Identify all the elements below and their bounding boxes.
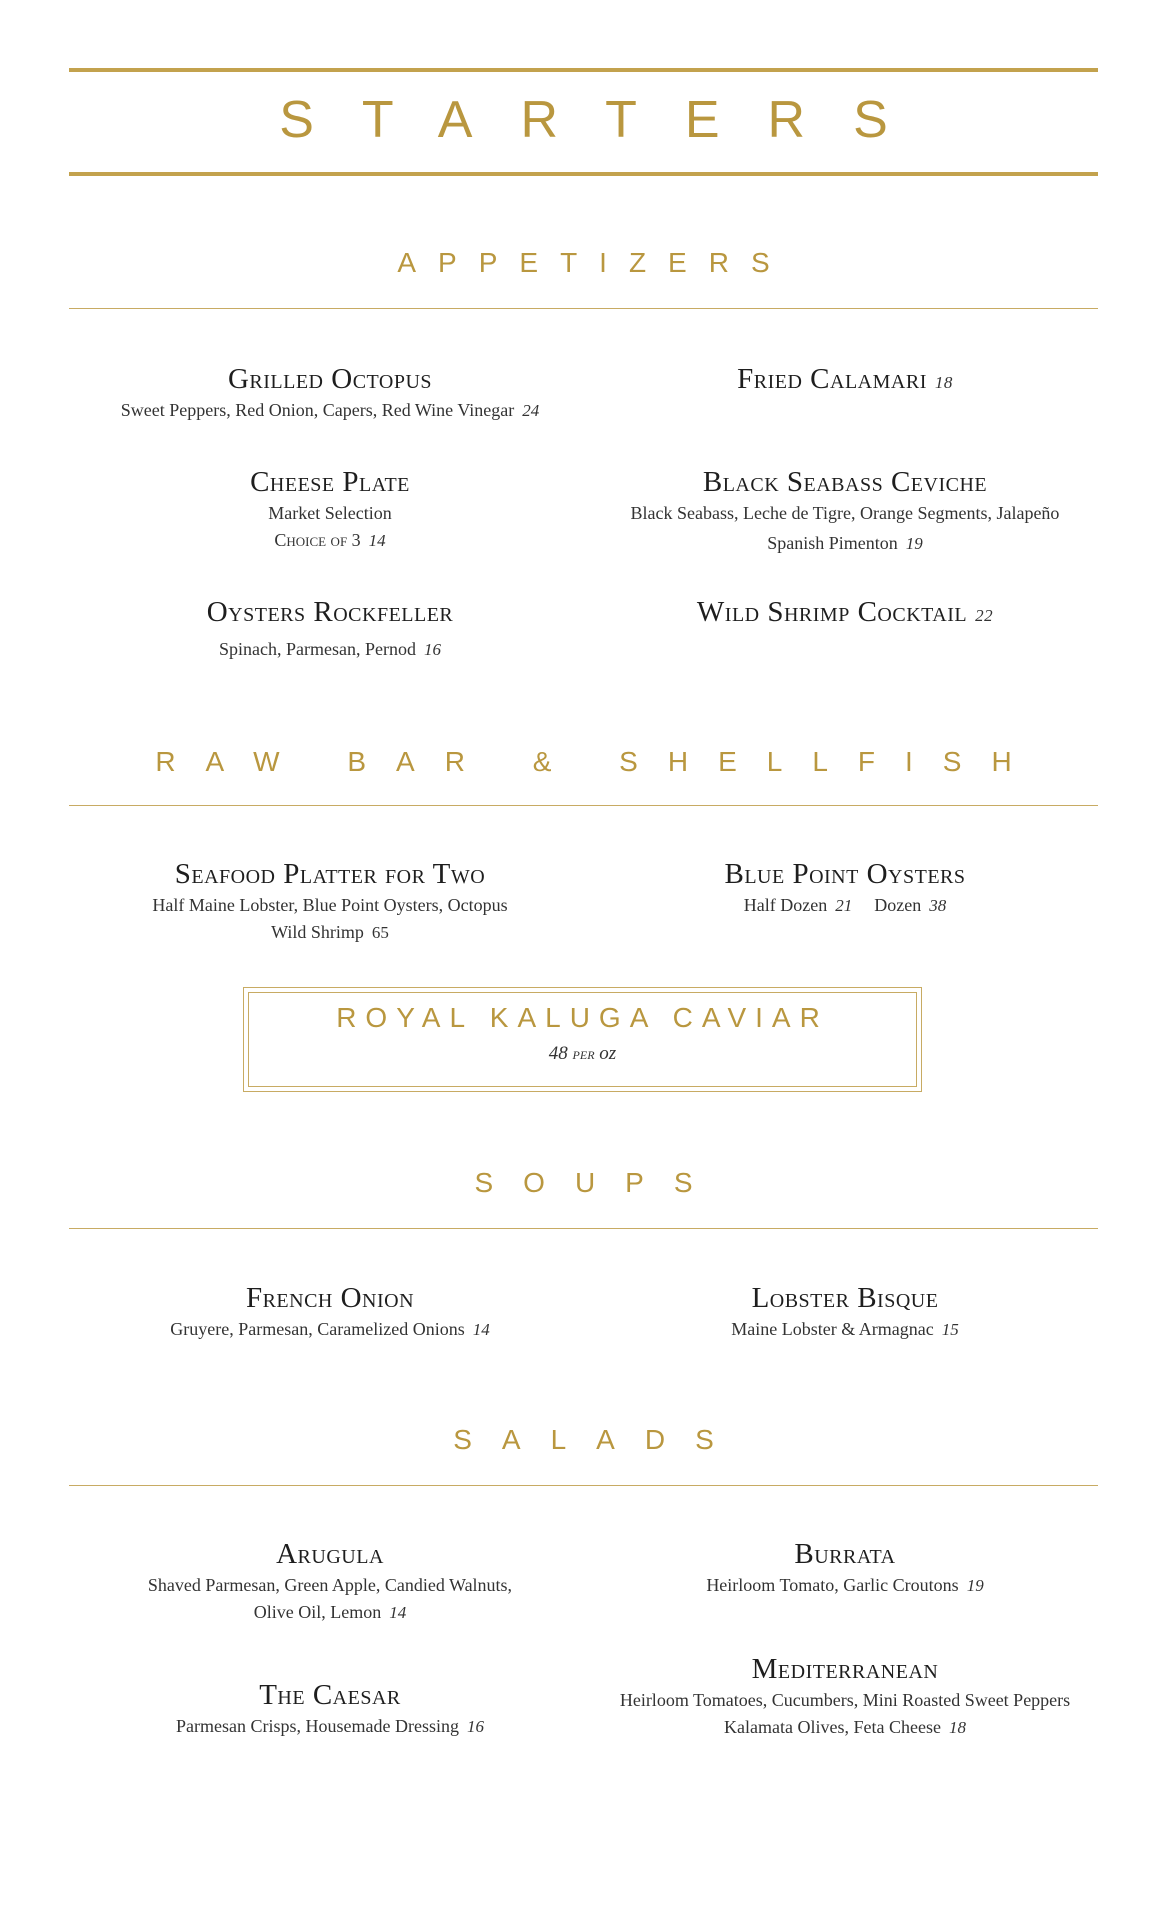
section-title-salads: SALADS — [453, 1424, 744, 1455]
item-description-line2: Kalamata Olives, Feta Cheese 18 — [724, 1717, 966, 1737]
item-description: Half Maine Lobster, Blue Point Oysters, Octopus — [152, 895, 508, 915]
item-name: Arugula — [276, 1538, 384, 1570]
menu-item-seafood-platter — [60, 856, 600, 946]
item-name: The Caesar — [259, 1679, 401, 1711]
item-price: 16 — [423, 640, 441, 659]
item-name: Wild Shrimp Cocktail 22 — [696, 596, 994, 628]
section-title-appetizers: APPETIZERS — [397, 247, 792, 278]
item-description: Parmesan Crisps, Housemade Dressing 16 — [176, 1716, 484, 1736]
item-description: Shaved Parmesan, Green Apple, Candied Walnuts, — [147, 1575, 513, 1595]
menu-item-grilled-octopus — [60, 361, 600, 424]
menu-item-cheese-plate — [60, 464, 600, 554]
item-price: 24 — [522, 401, 540, 420]
item-price: 14 — [368, 531, 386, 550]
item-description: Gruyere, Parmesan, Caramelized Onions 14 — [170, 1319, 490, 1339]
section-title-soups: SOUPS — [474, 1167, 723, 1198]
item-name: Grilled Octopus — [227, 363, 433, 395]
item-price: 65 — [371, 923, 389, 942]
title-top-rule — [69, 68, 1098, 72]
item-option: Choice of 3 14 — [274, 530, 386, 550]
item-name: Seafood Platter for Two — [174, 858, 486, 890]
item-price: 19 — [905, 534, 923, 553]
item-name: Mediterranean — [751, 1653, 939, 1685]
item-price: 15 — [941, 1320, 959, 1339]
menu-item-fried-calamari — [575, 361, 1115, 401]
menu-item-lobster-bisque — [575, 1280, 1115, 1343]
item-description: Heirloom Tomato, Garlic Croutons 19 — [706, 1575, 984, 1595]
item-description-line2: Spanish Pimenton 19 — [767, 533, 923, 553]
item-price: 18 — [948, 1718, 966, 1737]
item-name: Blue Point Oysters — [724, 858, 966, 890]
menu-item-wild-shrimp-cocktail — [575, 594, 1115, 634]
section-rule-appetizers — [69, 308, 1098, 309]
title-bottom-rule — [69, 172, 1098, 176]
item-price-dozen: 38 — [929, 896, 947, 915]
item-name: Oysters Rockfeller — [206, 596, 454, 628]
item-description: Sweet Peppers, Red Onion, Capers, Red Wine Vinegar 24 — [120, 400, 540, 420]
item-description-line2: Wild Shrimp 65 — [271, 922, 389, 942]
item-price: 19 — [966, 1576, 984, 1595]
section-title-raw-bar: RAW BAR & SHELLFISH — [155, 746, 1042, 777]
item-description: Market Selection — [268, 503, 392, 523]
item-description: Spinach, Parmesan, Pernod 16 — [219, 639, 441, 659]
menu-item-the-caesar — [60, 1677, 600, 1740]
menu-item-burrata — [575, 1536, 1115, 1599]
menu-item-mediterranean — [565, 1651, 1125, 1741]
caviar-feature-box — [243, 987, 922, 1092]
item-description: Half Dozen 21 Dozen 38 — [743, 895, 947, 915]
menu-item-black-seabass-ceviche — [565, 464, 1125, 557]
item-name: French Onion — [245, 1282, 415, 1314]
page-title: STARTERS — [279, 91, 936, 149]
item-price: 14 — [472, 1320, 490, 1339]
item-description: Black Seabass, Leche de Tigre, Orange Segments, Jalapeño — [630, 503, 1060, 523]
menu-item-oysters-rockfeller — [60, 594, 600, 663]
item-name: Lobster Bisque — [751, 1282, 939, 1314]
item-name: Black Seabass Ceviche — [702, 466, 988, 498]
item-price: 18 — [934, 373, 953, 392]
caviar-title: ROYAL KALUGA CAVIAR — [336, 1002, 829, 1033]
section-rule-raw-bar — [69, 805, 1098, 806]
menu-item-french-onion — [60, 1280, 600, 1343]
item-description: Maine Lobster & Armagnac 15 — [731, 1319, 959, 1339]
caviar-price: 48 per oz — [548, 1043, 617, 1064]
item-price: 16 — [466, 1717, 484, 1736]
item-price: 14 — [389, 1603, 407, 1622]
section-rule-salads — [69, 1485, 1098, 1486]
item-name: Fried Calamari 18 — [737, 363, 953, 395]
menu-item-blue-point-oysters — [575, 856, 1115, 919]
item-name: Burrata — [794, 1538, 896, 1570]
item-description-line2: Olive Oil, Lemon 14 — [253, 1602, 407, 1622]
item-price: 22 — [975, 606, 994, 625]
section-rule-soups — [69, 1228, 1098, 1229]
item-description: Heirloom Tomatoes, Cucumbers, Mini Roasted Sweet Peppers — [619, 1690, 1071, 1710]
item-name: Cheese Plate — [250, 466, 410, 498]
menu-item-arugula — [60, 1536, 600, 1626]
item-price-half: 21 — [835, 896, 853, 915]
